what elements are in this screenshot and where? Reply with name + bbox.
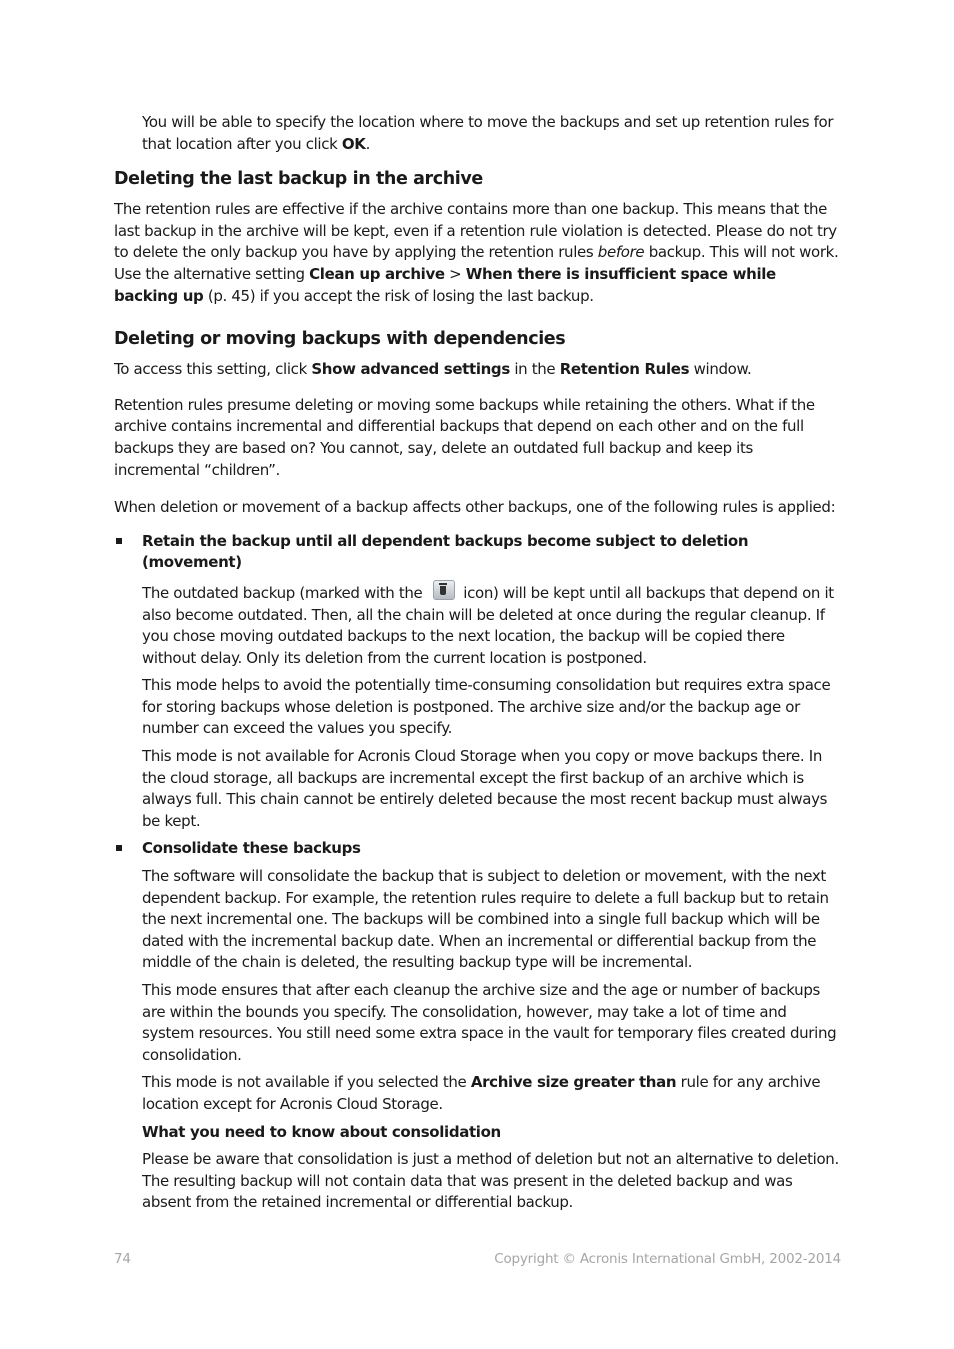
consolidation-paragraph: Please be aware that consolidation is just a method of deletion but not an alternative to deletion. The resulting backup will not contain data that was present in the deleted backup and was absent from the retained incremental or differential backup. <box>142 1150 839 1212</box>
page-number: 74 <box>114 1251 131 1267</box>
text-run: icon) will be kept until all backups that depend on it also become outdated. Then, all the chain will be deleted at once during the regular cleanup. If you chose moving outdated backups to the next location, the backup will be copied there without delay. Only its deletion from the current location is postponed. <box>142 583 834 667</box>
clean-up-archive-label: Clean up archive <box>309 264 445 283</box>
text-run: > <box>444 264 466 283</box>
subheading-text: What you need to know about consolidation <box>142 1122 501 1141</box>
retain-paragraph-1 <box>142 580 842 669</box>
intro-end: . <box>365 134 370 153</box>
retention-paragraph: Retention rules presume deleting or moving some backups while retaining the others. What if the archive contains incremental and differential backups that depend on each other and on the full backups they are based on? You cannot, say, delete an outdated full backup and keep its incremental “children”. <box>114 395 815 479</box>
retain-paragraph-3: This mode is not available for Acronis Cloud Storage when you copy or move backups there. In the cloud storage, all backups are incremental except the first backup of an archive which is always full. This chain cannot be entirely deleted because the most recent backup must always be kept. <box>142 747 828 830</box>
archive-size-label: Archive size greater than <box>470 1073 677 1092</box>
insufficient-space-label: When there is insufficient space while backing up <box>114 264 776 305</box>
last-backup-paragraph <box>114 199 842 307</box>
rules-intro-paragraph: When deletion or movement of a backup affects other backups, one of the following rules is applied: <box>114 498 836 517</box>
ok-label: OK <box>341 134 366 153</box>
consolidation-subheading <box>142 1122 842 1144</box>
text-run: The outdated backup (marked with the <box>142 583 427 602</box>
bullet-consolidate-title: Consolidate these backups <box>114 838 842 860</box>
trash-icon <box>433 580 455 600</box>
text-run: window. <box>689 360 752 379</box>
text-run: The retention rules are effective if the archive contains more than one backup. This means that the last backup in the archive will be kept, even if a retention rule violation is detected. Please do not try to delete the only backup you have by applying the retention rules <box>114 200 837 262</box>
text-run: in the <box>509 360 560 379</box>
intro-paragraph <box>142 112 842 155</box>
text-run: (p. 45) if you accept the risk of losing the last backup. <box>203 286 594 305</box>
show-advanced-settings-label: Show advanced settings <box>311 360 510 379</box>
consolidate-paragraph-1: The software will consolidate the backup that is subject to deletion or movement, with the next dependent backup. For example, the retention rules require to delete a full backup but to retain the next incremental one. The backups will be combined into a single full backup which will be dated with the incremental backup date. When an incremental or differential backup from the middle of the chain is deleted, the resulting backup type will be incremental. <box>142 867 829 972</box>
access-paragraph <box>114 359 842 381</box>
section-heading-dependencies: Deleting or moving backups with dependencies <box>114 329 566 350</box>
text-run: rule for any archive location except for Acronis Cloud Storage. <box>142 1073 821 1113</box>
consolidate-paragraph-3 <box>142 1072 842 1115</box>
copyright-notice: Copyright © Acronis International GmbH, 2002-2014 <box>494 1251 841 1267</box>
retention-rules-label: Retention Rules <box>559 360 690 379</box>
page-content <box>114 112 842 1214</box>
retain-paragraph-2: This mode helps to avoid the potentially time-consuming consolidation but requires extra space for storing backups whose deletion is postponed. The archive size and/or the backup age or number can exceed the values you specify. <box>142 676 831 738</box>
section-heading-last-backup: Deleting the last backup in the archive <box>114 169 483 190</box>
consolidate-paragraph-2: This mode ensures that after each cleanup the archive size and the age or number of backups are within the bounds you specify. The consolidation, however, may take a lot of time and system resources. You still need some extra space in the vault for temporary files created during consolidation. <box>142 981 837 1064</box>
bullet-retain-title: Retain the backup until all dependent backups become subject to deletion (movement) <box>114 531 842 574</box>
text-run: backup. This will not work. Use the alternative setting <box>114 243 839 283</box>
intro-text: You will be able to specify the location where to move the backups and set up retention rules for that location after you click <box>142 113 834 153</box>
text-run: To access this setting, click <box>114 360 312 379</box>
text-run: This mode is not available if you selected the <box>142 1073 471 1092</box>
before-emphasis: before <box>597 243 645 262</box>
